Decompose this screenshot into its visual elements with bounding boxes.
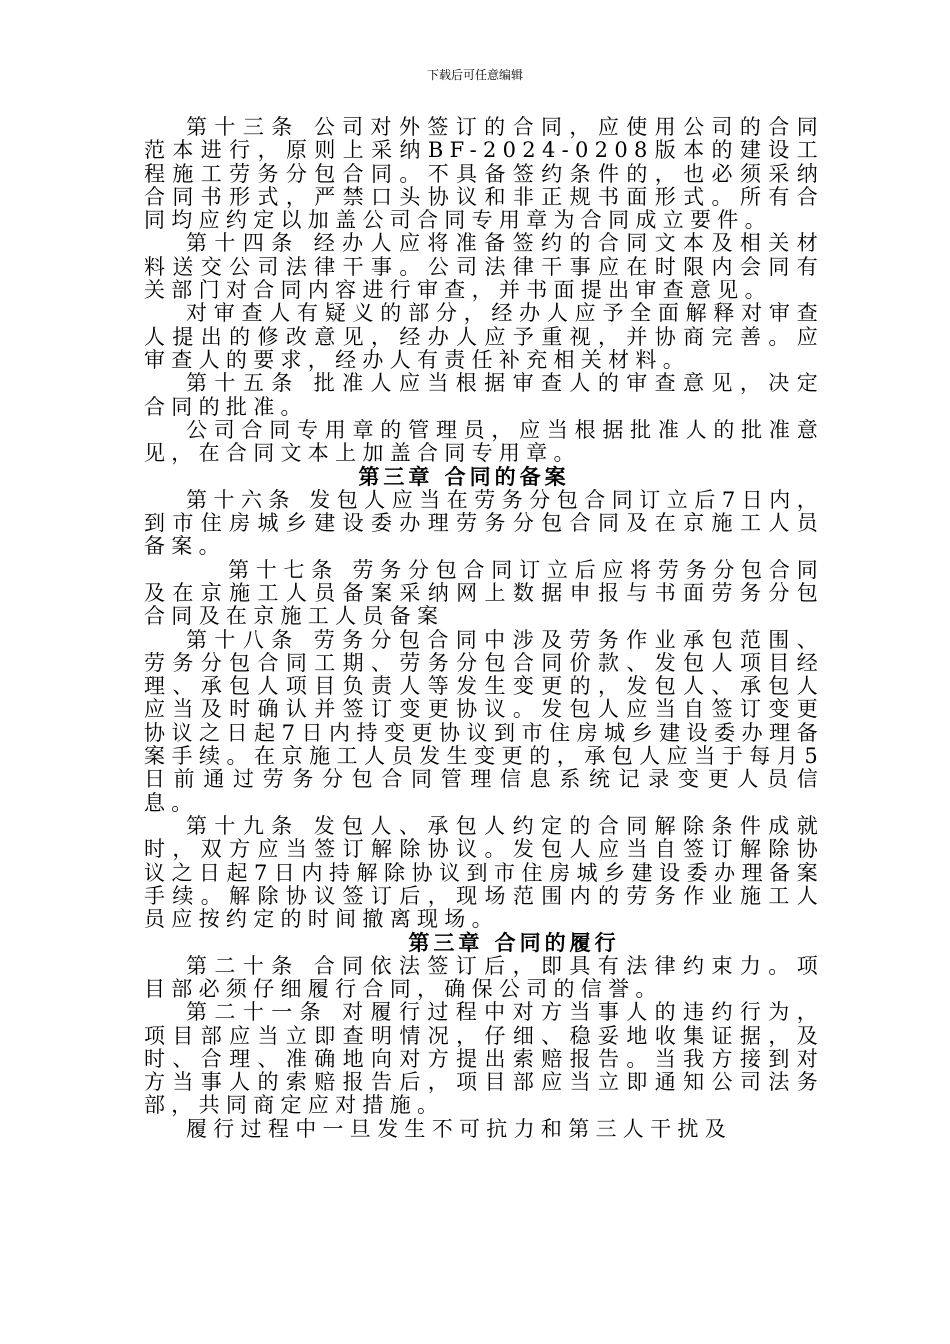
article-21: 第二十一条 对履行过程中对方当事人的违约行为，项目部应当立即查明情况，仔细、稳妥地收集证据，及时、合理、准确地向对方提出索赔报告。当我方接到对方当事人的索赔报告后，项目部应当立即通知公司法务部，共同商定应对措施。 bbox=[144, 1000, 824, 1118]
article-15-paragraph-2: 公司合同专用章的管理员，应当根据批准人的批准意见，在合同文本上加盖合同专用章。 bbox=[144, 417, 824, 466]
article-14: 第十四条 经办人应将准备签约的合同文本及相关材料送交公司法律干事。公司法律干事应在时限内会同有关部门对合同内容进行审查，并书面提出审查意见。 bbox=[144, 231, 824, 303]
article-20: 第二十条 合同依法签订后，即具有法律约束力。项目部必须仔细履行合同，确保公司的信誉。 bbox=[144, 953, 824, 1001]
chapter-heading-record: 第三章 合同的备案 bbox=[358, 464, 570, 490]
article-16: 第十六条 发包人应当在劳务分包合同订立后7日内，到市住房城乡建设委办理劳务分包合同及在京施工人员备案。 bbox=[144, 487, 824, 559]
article-17: 第十七条 劳务分包合同订立后应将劳务分包合同及在京施工人员备案采纳网上数据申报与书面劳务分包合同及在京施工人员备案 bbox=[144, 557, 824, 629]
article-21-paragraph-2: 履行过程中一旦发生不可抗力和第三人干扰及 bbox=[186, 1116, 732, 1141]
chapter-heading-performance: 第三章 合同的履行 bbox=[408, 930, 620, 956]
article-19: 第十九条 发包人、承包人约定的合同解除条件成就时，双方应当签订解除协议。发包人应当自签订解除协议之日起7日内持解除协议到市住房城乡建设委办理备案手续。解除协议签订后，现场范围内的劳务作业施工人员应按约定的时间撤离现场。 bbox=[144, 813, 824, 932]
article-15: 第十五条 批准人应当根据审查人的审查意见，决定合同的批准。 bbox=[144, 371, 824, 419]
article-14-paragraph-2: 对审查人有疑义的部分，经办人应予全面解释对审查人提出的修改意见，经办人应予重视，并协商完善。应审查人的要求，经办人有责任补充相关材料。 bbox=[144, 301, 824, 372]
article-18: 第十八条 劳务分包合同中涉及劳务作业承包范围、劳务分包合同工期、劳务分包合同价款、发包人项目经理、承包人项目负责人等发生变更的，发包人、承包人应当及时确认并签订变更协议。发包人应当自签订变更协议之日起7日内持变更协议到市住房城乡建设委办理备案手续。在京施工人员发生变更的，承包人应当于每月5日前通过劳务分包合同管理信息系统记录变更人员信息。 bbox=[144, 627, 824, 815]
document-body bbox=[144, 116, 824, 1141]
article-13: 第十三条 公司对外签订的合同，应使用公司的合同范本进行，原则上采纳BF-2024-0208版本的建设工程施工劳务分包合同。不具备签约条件的，也必须采纳合同书形式，严禁口头协议和非正规书面形式。所有合同均应约定以加盖公司合同专用章为合同成立要件。 bbox=[144, 115, 824, 233]
page-header-note: 下载后可任意编辑 bbox=[426, 68, 523, 82]
